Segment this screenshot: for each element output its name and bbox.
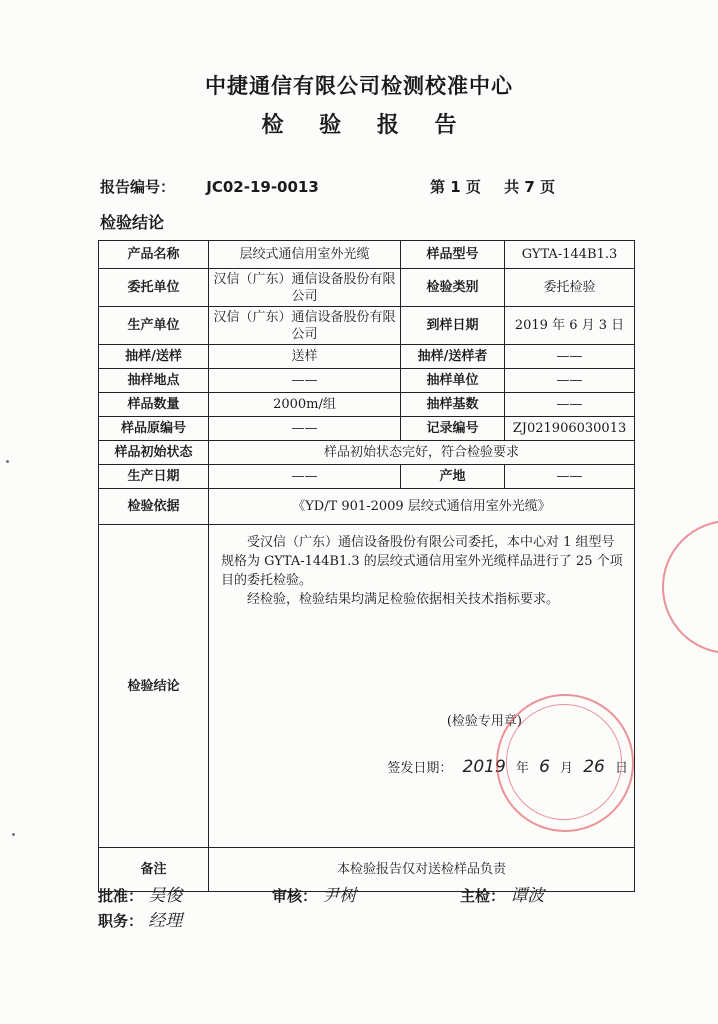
original-number-label: 样品原编号 bbox=[99, 417, 209, 441]
sampling-label: 抽样/送样 bbox=[99, 345, 209, 369]
sampler: —— bbox=[505, 345, 635, 369]
position-signature: 经理 bbox=[148, 911, 183, 931]
scan-speck bbox=[12, 833, 15, 836]
manufacturer: 汉信（广东）通信设备股份有限公司 bbox=[209, 307, 401, 345]
sample-place: —— bbox=[209, 369, 401, 393]
year-char: 年 bbox=[515, 761, 529, 776]
record-number-label: 记录编号 bbox=[401, 417, 505, 441]
manufacturer-label: 生产单位 bbox=[99, 307, 209, 345]
issue-date-label: 签发日期： bbox=[387, 761, 453, 776]
table-row bbox=[99, 393, 635, 417]
issue-year: 2019 bbox=[462, 757, 506, 777]
table-row bbox=[99, 465, 635, 489]
inspection-basis: 《YD/T 901-2009 层绞式通信用室外光缆》 bbox=[209, 489, 635, 525]
table-row bbox=[99, 441, 635, 465]
remarks-label: 备注 bbox=[99, 848, 209, 892]
original-number: —— bbox=[209, 417, 401, 441]
page-info bbox=[430, 176, 555, 197]
table-row bbox=[99, 269, 635, 307]
scan-speck bbox=[6, 460, 9, 463]
model-label: 样品型号 bbox=[401, 241, 505, 269]
approver-line bbox=[98, 881, 182, 906]
production-date: —— bbox=[209, 465, 401, 489]
initial-state-label: 样品初始状态 bbox=[99, 441, 209, 465]
sampler-label: 抽样/送样者 bbox=[401, 345, 505, 369]
inspector-label: 主检： bbox=[460, 887, 506, 905]
table-row bbox=[99, 241, 635, 269]
table-row bbox=[99, 345, 635, 369]
report-title: 检 验 报 告 bbox=[261, 113, 471, 138]
sample-base-label: 抽样基数 bbox=[401, 393, 505, 417]
conclusion-label: 检验结论 bbox=[99, 525, 209, 848]
total-pages: 共 7 页 bbox=[504, 178, 556, 196]
position-line bbox=[98, 906, 182, 931]
category-label: 检验类别 bbox=[401, 269, 505, 307]
page-number: 第 1 页 bbox=[430, 178, 481, 196]
table-row bbox=[99, 307, 635, 345]
product-name: 层绞式通信用室外光缆 bbox=[209, 241, 401, 269]
inspector-line bbox=[460, 881, 544, 906]
quantity-label: 样品数量 bbox=[99, 393, 209, 417]
report-number: JC02-19-0013 bbox=[206, 178, 319, 196]
sample-base: —— bbox=[505, 393, 635, 417]
reviewer-signature: 尹树 bbox=[322, 886, 357, 906]
issue-day: 26 bbox=[583, 757, 605, 777]
origin: —— bbox=[505, 465, 635, 489]
initial-state: 样品初始状态完好，符合检验要求 bbox=[209, 441, 635, 465]
table-row bbox=[99, 369, 635, 393]
category: 委托检验 bbox=[505, 269, 635, 307]
product-name-label: 产品名称 bbox=[99, 241, 209, 269]
position-label: 职务： bbox=[98, 912, 144, 930]
organization-title: 中捷通信有限公司检测校准中心 bbox=[205, 74, 513, 98]
sample-unit-label: 抽样单位 bbox=[401, 369, 505, 393]
production-date-label: 生产日期 bbox=[99, 465, 209, 489]
report-number-label: 报告编号： bbox=[100, 178, 176, 196]
approver-signature: 吴俊 bbox=[148, 886, 183, 906]
report-number-line bbox=[100, 176, 319, 197]
inspector-signature: 谭波 bbox=[510, 886, 545, 906]
stamp-label: (检验专用章) bbox=[446, 714, 522, 729]
month-char: 月 bbox=[560, 761, 574, 776]
reviewer-line bbox=[272, 881, 356, 906]
table-row bbox=[99, 417, 635, 441]
model: GYTA-144B1.3 bbox=[505, 241, 635, 269]
arrival-date-label: 到样日期 bbox=[401, 307, 505, 345]
conclusion-result: 经检验，检验结果均满足检验依据相关技术指标要求。 bbox=[247, 592, 560, 607]
reviewer-label: 审核： bbox=[272, 887, 318, 905]
arrival-date: 2019 年 6 月 3 日 bbox=[505, 307, 635, 345]
sample-unit: —— bbox=[505, 369, 635, 393]
inspection-seal-inner-ring bbox=[506, 704, 622, 820]
record-number: ZJ021906030013 bbox=[505, 417, 635, 441]
sampling: 送样 bbox=[209, 345, 401, 369]
client-label: 委托单位 bbox=[99, 269, 209, 307]
origin-label: 产地 bbox=[401, 465, 505, 489]
approver-label: 批准： bbox=[98, 887, 144, 905]
issue-month: 6 bbox=[539, 757, 550, 777]
client: 汉信（广东）通信设备股份有限公司 bbox=[209, 269, 401, 307]
section-heading: 检验结论 bbox=[100, 213, 165, 232]
basis-label: 检验依据 bbox=[99, 489, 209, 525]
remarks: 本检验报告仅对送检样品负责 bbox=[209, 848, 635, 892]
conclusion-paragraph: 受汉信（广东）通信设备股份有限公司委托，本中心对 1 组型号规格为 GYTA-144B1.3 的层绞式通信用室外光缆样品进行了 25 个项目的委托检验。 bbox=[221, 535, 623, 588]
table-row bbox=[99, 489, 635, 525]
sample-place-label: 抽样地点 bbox=[99, 369, 209, 393]
day-char: 日 bbox=[614, 761, 628, 776]
quantity: 2000m/组 bbox=[209, 393, 401, 417]
